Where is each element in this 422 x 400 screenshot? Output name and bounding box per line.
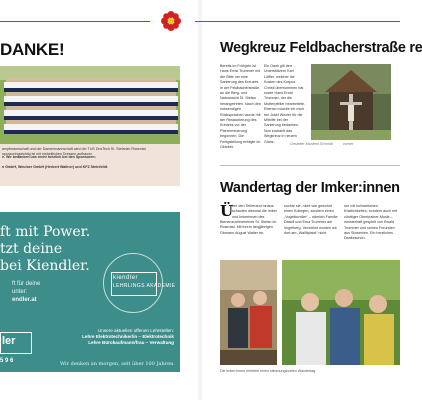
ad-headline-line2: tzt deine — [0, 241, 63, 257]
ad-job-1: Lehre Elektrotechniker/in – Elektrotechnik — [82, 334, 174, 339]
wegkreuz-photo-label: vorher — [343, 142, 354, 146]
imker-column-2: suchte sie, nicht wie gewohnt einen Kollegen, sondern einen „Vogelkundler“ – nämlich Familie Dasidl und Erna Trummer am Vogelberg. Verwöhnt wurden wir dort am „Wallfiplatzl“ nicht — [284, 204, 338, 236]
ad-subline2: unter: — [12, 289, 28, 295]
ad-footer: Wir denken an morgen, seit über 100 Jahren. — [60, 361, 175, 367]
imker-photo-2 — [282, 260, 400, 365]
academy-seal-title: kiendler — [113, 275, 139, 281]
section-divider — [220, 165, 400, 166]
wegkreuz-column-2: Ein Dank gilt den Unterstützern Karl Löffler, welcher die Kosten des Korpus Christi übernommen hat sowie Hans Ernst Trummer, der die Mutterpfeiler bearbeitete. Ebenso möchte ich mich bei Josef Wexler für die Mithilfe bei der Sanierung bedanken. Nun erstrahlt das Wegkreuz in neuem Glanz. — [264, 64, 305, 144]
wegkreuz-headline: Wegkreuz Feldbacherstraße re — [220, 40, 422, 56]
ad-job-2: Lehre Bürokaufmann/frau – Verwaltung — [88, 340, 174, 345]
ad-job-info — [34, 328, 174, 346]
ad-website[interactable]: endler.at — [12, 297, 37, 303]
ad-headline-line3: bei Kiendler. — [0, 258, 90, 274]
imker-dropcap: Ü — [220, 202, 234, 220]
page-gutter — [197, 0, 203, 400]
ad-logo: ler — [2, 335, 16, 347]
wayside-cross-photo — [311, 64, 391, 140]
danke-headline: DANKE! — [0, 40, 65, 59]
team-caption: ampfmannschaft und der Damenmannschaft wird der TUS DnsTech St. Stefanim Rosental sponsoringwichtig ist mit einheitlichen Dressen aufbauen — [2, 147, 146, 156]
flower-logo-icon — [160, 10, 182, 32]
team-photo — [0, 66, 180, 144]
header-rule-right — [195, 21, 400, 22]
ad-headline-line1: ft mit Power. — [0, 224, 91, 240]
ad-subline1: ft für deine — [12, 281, 41, 287]
imker-column-3: nur mit kulinarischen Köstlichkeiten, sondern auch mit zünftiger Oberkrainer-Musik – meisterhaft gespielt von Ewald Trummer und seinen Freunden aus Slowenien. Ein herzliches Dankeschön. — [344, 204, 398, 241]
imker-column-1: Bienenzuchtvereines St. Stefan im Rosental. Mit ihrem langjährigen Obmann August Walter be- — [220, 220, 277, 235]
academy-seal-subtitle: LEHRLINGS AKADEMIE — [113, 283, 176, 289]
sponsors-heading: e. Wir bedanken uns recht herzlich bei den Sponsoren: — [2, 155, 96, 159]
imker-headline: Wandertag der Imker:innen — [220, 180, 400, 196]
imker-photo-1 — [220, 260, 277, 365]
sponsors-list: n GmbH, Weutner GmbH (Herbert Wallner) und KFZ Steinfeldt. — [2, 165, 109, 169]
ad-job-info-title: Unsere aktuellen offenen Lehrstellen: — [97, 328, 174, 333]
ad-code: 5 9 6 — [0, 358, 14, 364]
wegkreuz-author-credit: Ortsleiter Manfred Schmidt — [290, 142, 333, 146]
imker-column-1-start: ber den Tellerrand hinaus schauten diesmal die Imker und Imkerinnen des — [232, 204, 277, 219]
imker-photo-caption: Die Imker:innen erlebten einen stimmungsvollen Wandertag. — [220, 369, 317, 373]
header-rule-left — [0, 21, 150, 22]
wegkreuz-column-1: Bereits im Frühjahr ist Hans Ernst Trummer mit der Bitte um eine Sanierung des Kreuzes in der Feldbacherstraße, an die Berg- und Naturwacht St. Stefan herangetreten. Nach den notwendigen Rücksprachen wurde mit der Restaurierung des Kreuzes vor der Pfarrerneuerung begonnen. Die Fertigstellung erfolgte im Oktober. — [220, 64, 261, 150]
